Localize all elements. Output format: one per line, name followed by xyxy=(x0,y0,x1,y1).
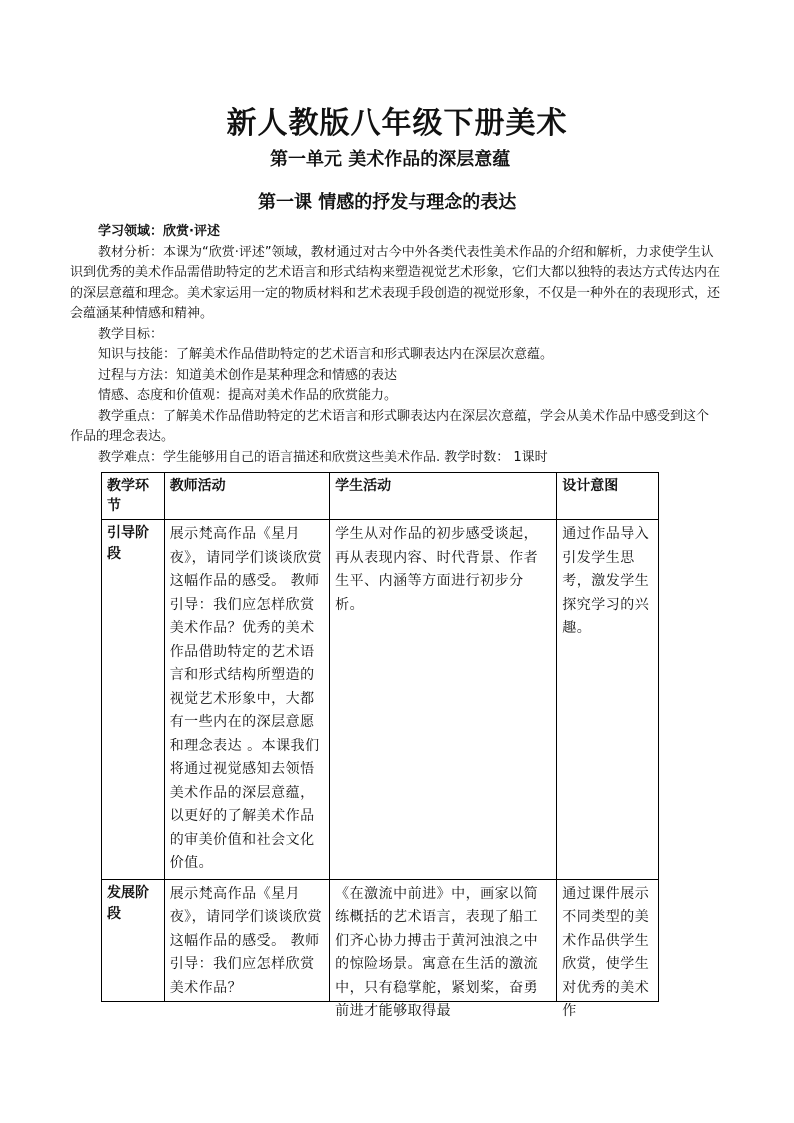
difficulty: 教学难点：学生能够用自己的语言描述和欣赏这些美术作品. 教学时数： 1课时 xyxy=(98,449,548,465)
teaching-goals-title: 教学目标： xyxy=(98,326,164,342)
student-activity-text: 《在激流中前进》中，画家以简练概括的艺术语言，表现了船工们齐心协力搏击于黄河浊浪之中的惊险场景。寓意在生活的激流中，只有稳掌舵，紧划桨，奋勇前进才能够取得最 xyxy=(335,885,539,1019)
table-row xyxy=(102,520,659,880)
goal-process: 过程与方法：知道美术创作是某种理念和情感的表达 xyxy=(98,367,398,383)
phase-cell: 发展阶段 xyxy=(102,879,165,1001)
goal-attitude: 情感、态度和价值观：提高对美术作品的欣赏能力。 xyxy=(98,388,398,403)
design-intent-cell: 通过作品导入引发学生思考，激发学生探究学习的兴趣。 xyxy=(557,520,659,880)
lesson-heading: 第一课 情感的抒发与理念的表达 xyxy=(258,192,517,213)
unit-heading: 第一单元 美术作品的深层意蕴 xyxy=(270,149,511,170)
lesson-plan-table xyxy=(101,472,659,1019)
document-title: 新人教版八年级下册美术 xyxy=(226,106,568,141)
student-activity-cell xyxy=(330,879,557,1019)
table-row xyxy=(102,879,659,1001)
goal-knowledge: 知识与技能：了解美术作品借助特定的艺术语言和形式聊表达内在深层次意蕴。 xyxy=(98,347,554,362)
learning-field: 学习领域：欣赏·评述 xyxy=(98,224,220,239)
phase-cell: 引导阶段 xyxy=(102,520,165,880)
column-header: 学生活动 xyxy=(330,473,557,520)
column-header: 教学环节 xyxy=(102,473,165,520)
lesson-intro xyxy=(70,222,720,468)
teacher-activity-text: 展示梵高作品《星月夜》，请同学们谈谈欣赏这幅作品的感受。 教师引导：我们应怎样欣赏美术作品？ xyxy=(169,885,323,996)
column-header: 设计意图 xyxy=(557,473,659,520)
design-intent-text: 通过课件展示不同类型的美术作品供学生欣赏，使学生对优秀的美术作 xyxy=(562,885,650,1019)
teacher-activity-cell xyxy=(164,879,329,1001)
column-header: 教师活动 xyxy=(164,473,329,520)
student-activity-cell: 学生从对作品的初步感受谈起，再从表现内容、时代背景、作者生平、内涵等方面进行初步分析。 xyxy=(330,520,557,880)
table-header-row xyxy=(102,473,659,520)
textbook-analysis: 教材分析：本课为“欣赏·评述”领域，教材通过对古今中外各类代表性美术作品的介绍和解析，力求使学生认识到优秀的美术作品需借助特定的艺术语言和形式结构来塑造视觉艺术形象，它们大都以独特的表达方式传达内在的深层意蕴和理念。美术家运用一定的物质材料和艺术表现手段创造的视觉形象，不仅是一种外在的表现形式，还会蕴涵某种情感和精神。 xyxy=(70,244,721,321)
design-intent-cell xyxy=(557,879,659,1019)
teacher-activity-cell: 展示梵高作品《星月夜》，请同学们谈谈欣赏这幅作品的感受。 教师引导：我们应怎样欣赏美术作品？优秀的美术作品借助特定的艺术语言和形式结构所塑造的视觉艺术形象中，大都有一些内在的深层意愿和理念表达 。本课我们将通过视觉感知去领悟美术作品的深层意蕴，以更好的了解美术作品的审美价值和社会文化价值。 xyxy=(164,520,329,880)
key-point: 教学重点：了解美术作品借助特定的艺术语言和形式聊表达内在深层次意蕴，学会从美术作品中感受到这个作品的理念表达。 xyxy=(70,408,710,444)
